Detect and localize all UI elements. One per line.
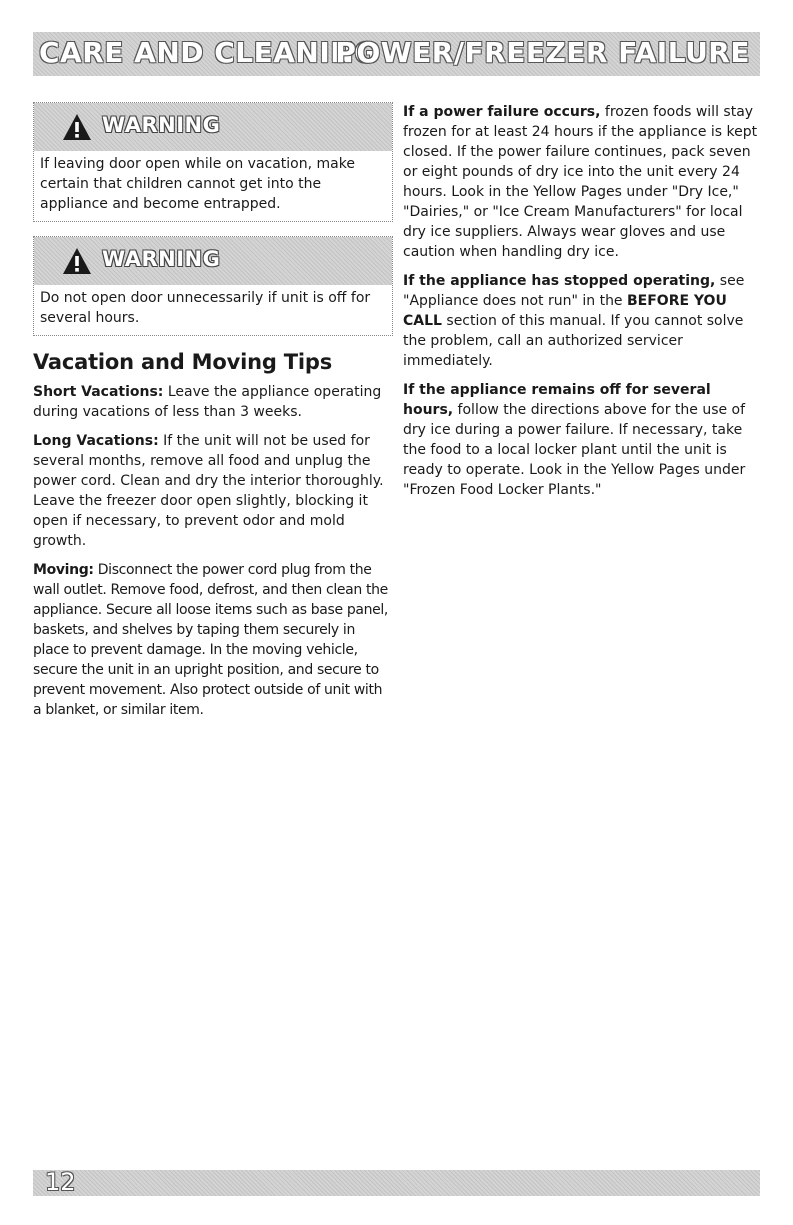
header-band bbox=[33, 32, 760, 76]
right-column bbox=[403, 102, 760, 509]
power-failure-paragraph bbox=[403, 102, 760, 262]
short-vacations-lead: Short Vacations: bbox=[33, 384, 164, 400]
warning-triangle-icon bbox=[62, 113, 92, 141]
warning-label: WARNING bbox=[102, 247, 221, 271]
section-title-care-and-cleaning: CARE AND CLEANING bbox=[39, 36, 378, 69]
moving-text: Disconnect the power cord plug from the wall outlet. Remove food, defrost, and then clean the appliance. Secure all loose items such as base panel, baskets, and shelves by taping them securely in place to prevent damage. In the moving vehicle, secure the unit in an upright position, and secure to prevent movement. Also protect outside of unit with a blanket, or similar item. bbox=[33, 562, 389, 718]
stopped-operating-text-b: section of this manual. If you cannot solve the problem, call an authorized servicer immediately. bbox=[403, 313, 744, 369]
remains-off-lead: If the appliance remains off for several hours, bbox=[403, 382, 711, 418]
short-vacations-paragraph bbox=[33, 382, 393, 422]
power-failure-text: frozen foods will stay frozen for at least 24 hours if the appliance is kept closed. If the power failure continues, pack seven or eight pounds of dry ice into the unit every 24 hours. Look in the Yellow Pages under "Dry Ice," "Dairies," or "Ice Cream Manufacturers" for local dry ice suppliers. Always wear gloves and use caution when handling dry ice. bbox=[403, 104, 758, 260]
page-number: 12 bbox=[45, 1168, 76, 1196]
moving-paragraph bbox=[33, 560, 393, 720]
long-vacations-lead: Long Vacations: bbox=[33, 433, 159, 449]
warning-header bbox=[34, 103, 392, 151]
stopped-operating-text-a: see "Appliance does not run" in the bbox=[403, 273, 745, 309]
stopped-operating-lead: If the appliance has stopped operating, bbox=[403, 273, 716, 289]
remains-off-text: follow the directions above for the use of dry ice during a power failure. If necessary, take the food to a local locker plant until the unit is ready to operate. Look in the Yellow Pages under "Frozen Food Locker Plants." bbox=[403, 402, 746, 498]
short-vacations-text: Leave the appliance operating during vacations of less than 3 weeks. bbox=[33, 384, 382, 420]
warning-box-vacation-door bbox=[33, 102, 393, 222]
section-title-power-freezer-failure: POWER/FREEZER FAILURE bbox=[335, 36, 750, 69]
warning-text: If leaving door open while on vacation, make certain that children cannot get into the appliance and become entrapped. bbox=[40, 156, 355, 212]
warning-header bbox=[34, 237, 392, 285]
footer-band bbox=[33, 1170, 760, 1196]
stopped-operating-paragraph bbox=[403, 271, 760, 371]
warning-text: Do not open door unnecessarily if unit is off for several hours. bbox=[40, 290, 371, 326]
left-column bbox=[33, 102, 393, 729]
before-you-call-reference: BEFORE YOU CALL bbox=[403, 293, 727, 329]
remains-off-paragraph bbox=[403, 380, 760, 500]
vacation-moving-heading: Vacation and Moving Tips bbox=[33, 350, 333, 374]
power-failure-lead: If a power failure occurs, bbox=[403, 104, 601, 120]
warning-box-door-unit-off bbox=[33, 236, 393, 336]
warning-triangle-icon bbox=[62, 247, 92, 275]
long-vacations-text: If the unit will not be used for several months, remove all food and unplug the power cord. Clean and dry the interior thoroughly. Leave the freezer door open slightly, blocking it open if necessary, to prevent odor and mold growth. bbox=[33, 433, 384, 549]
warning-label: WARNING bbox=[102, 113, 221, 137]
moving-lead: Moving: bbox=[33, 562, 94, 578]
long-vacations-paragraph bbox=[33, 431, 393, 551]
